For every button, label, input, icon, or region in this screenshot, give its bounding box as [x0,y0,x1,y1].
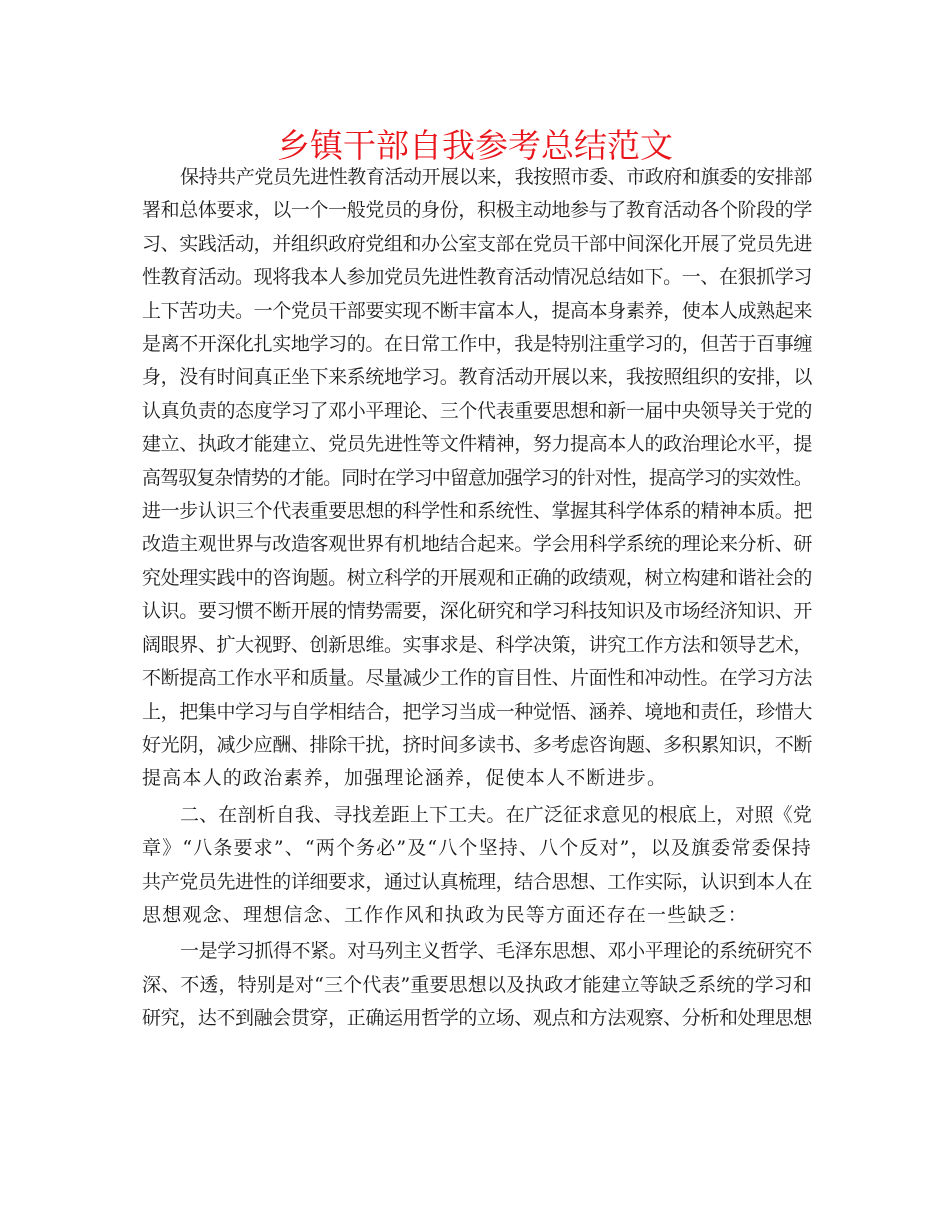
text-line: 共产党员先进性的详细要求，通过认真梳理，结合思想、工作实际，认识到本人在 [142,870,812,893]
document-title: 乡镇干部自我参考总结范文 [277,126,673,165]
text-line: 上，把集中学习与自学相结合，把学习当成一种觉悟、涵养、境地和责任，珍惜大 [142,700,812,723]
text-line: 好光阴，减少应酬、排除干扰，挤时间多读书、多考虑咨询题、多积累知识，不断 [142,733,812,756]
text-line: 高驾驭复杂情势的才能。同时在学习中留意加强学习的针对性，提高学习的实效性。 [142,466,812,489]
text-line: 建立、执政才能建立、党员先进性等文件精神，努力提高本人的政治理论水平，提 [142,433,812,456]
text-line: 不断提高工作水平和质量。尽量减少工作的盲目性、片面性和冲动性。在学习方法 [142,667,812,690]
text-line: 是离不开深化扎实地学习的。在日常工作中，我是特别注重学习的，但苦于百事缠 [142,333,812,356]
paragraph-3 [142,935,812,1035]
text-line: 认真负责的态度学习了邓小平理论、三个代表重要思想和新一届中央领导关于党的 [142,399,812,422]
text-line: 阔眼界、扩大视野、创新思维。实事求是、科学决策，讲究工作方法和领导艺术， [142,633,812,656]
text-line: 习、实践活动，并组织政府党组和办公室支部在党员干部中间深化开展了党员先进 [142,232,812,255]
text-line: 究处理实践中的咨询题。树立科学的开展观和正确的政绩观，树立构建和谐社会的 [142,566,812,589]
text-line: 上下苦功夫。一个党员干部要实现不断丰富本人，提高本身素养，使本人成熟起来 [142,299,812,322]
text-line: 研究，达不到融会贯穿，正确运用哲学的立场、观点和方法观察、分析和处理思想 [142,1007,812,1030]
text-line: 署和总体要求，以一个一般党员的身份，积极主动地参与了教育活动各个阶段的学 [142,199,812,222]
paragraph-1 [142,161,812,796]
text-line: 性教育活动。现将我本人参加党员先进性教育活动情况总结如下。一、在狠抓学习 [142,266,812,289]
text-line: 二、在剖析自我、寻找差距上下工夫。在广泛征求意见的根底上，对照《党 [180,803,812,826]
text-line: 一是学习抓得不紧。对马列主义哲学、毛泽东思想、邓小平理论的系统研究不 [180,940,812,963]
text-line: 改造主观世界与改造客观世界有机地结合起来。学会用科学系统的理论来分析、研 [142,533,812,556]
text-line: 章》“八条要求”、“两个务必”及“八个坚持、八个反对”，以及旗委常委保持 [142,837,812,860]
text-line: 深、不透，特别是对“三个代表”重要思想以及执政才能建立等缺乏系统的学习和 [142,973,812,996]
text-line: 思想观念、理想信念、工作作风和执政为民等方面还存在一些缺乏： [142,903,749,926]
text-line: 认识。要习惯不断开展的情势需要，深化研究和学习科技知识及市场经济知识、开 [142,600,812,623]
text-line: 提高本人的政治素养，加强理论涵养，促使本人不断进步。 [142,767,668,790]
paragraph-2 [142,799,812,933]
text-line: 身，没有时间真正坐下来系统地学习。教育活动开展以来，我按照组织的安排，以 [142,366,812,389]
document-body [142,161,812,1039]
text-line: 保持共产党员先进性教育活动开展以来，我按照市委、市政府和旗委的安排部 [180,166,812,188]
text-line: 进一步认识三个代表重要思想的科学性和系统性、掌握其科学体系的精神本质。把 [142,500,812,523]
